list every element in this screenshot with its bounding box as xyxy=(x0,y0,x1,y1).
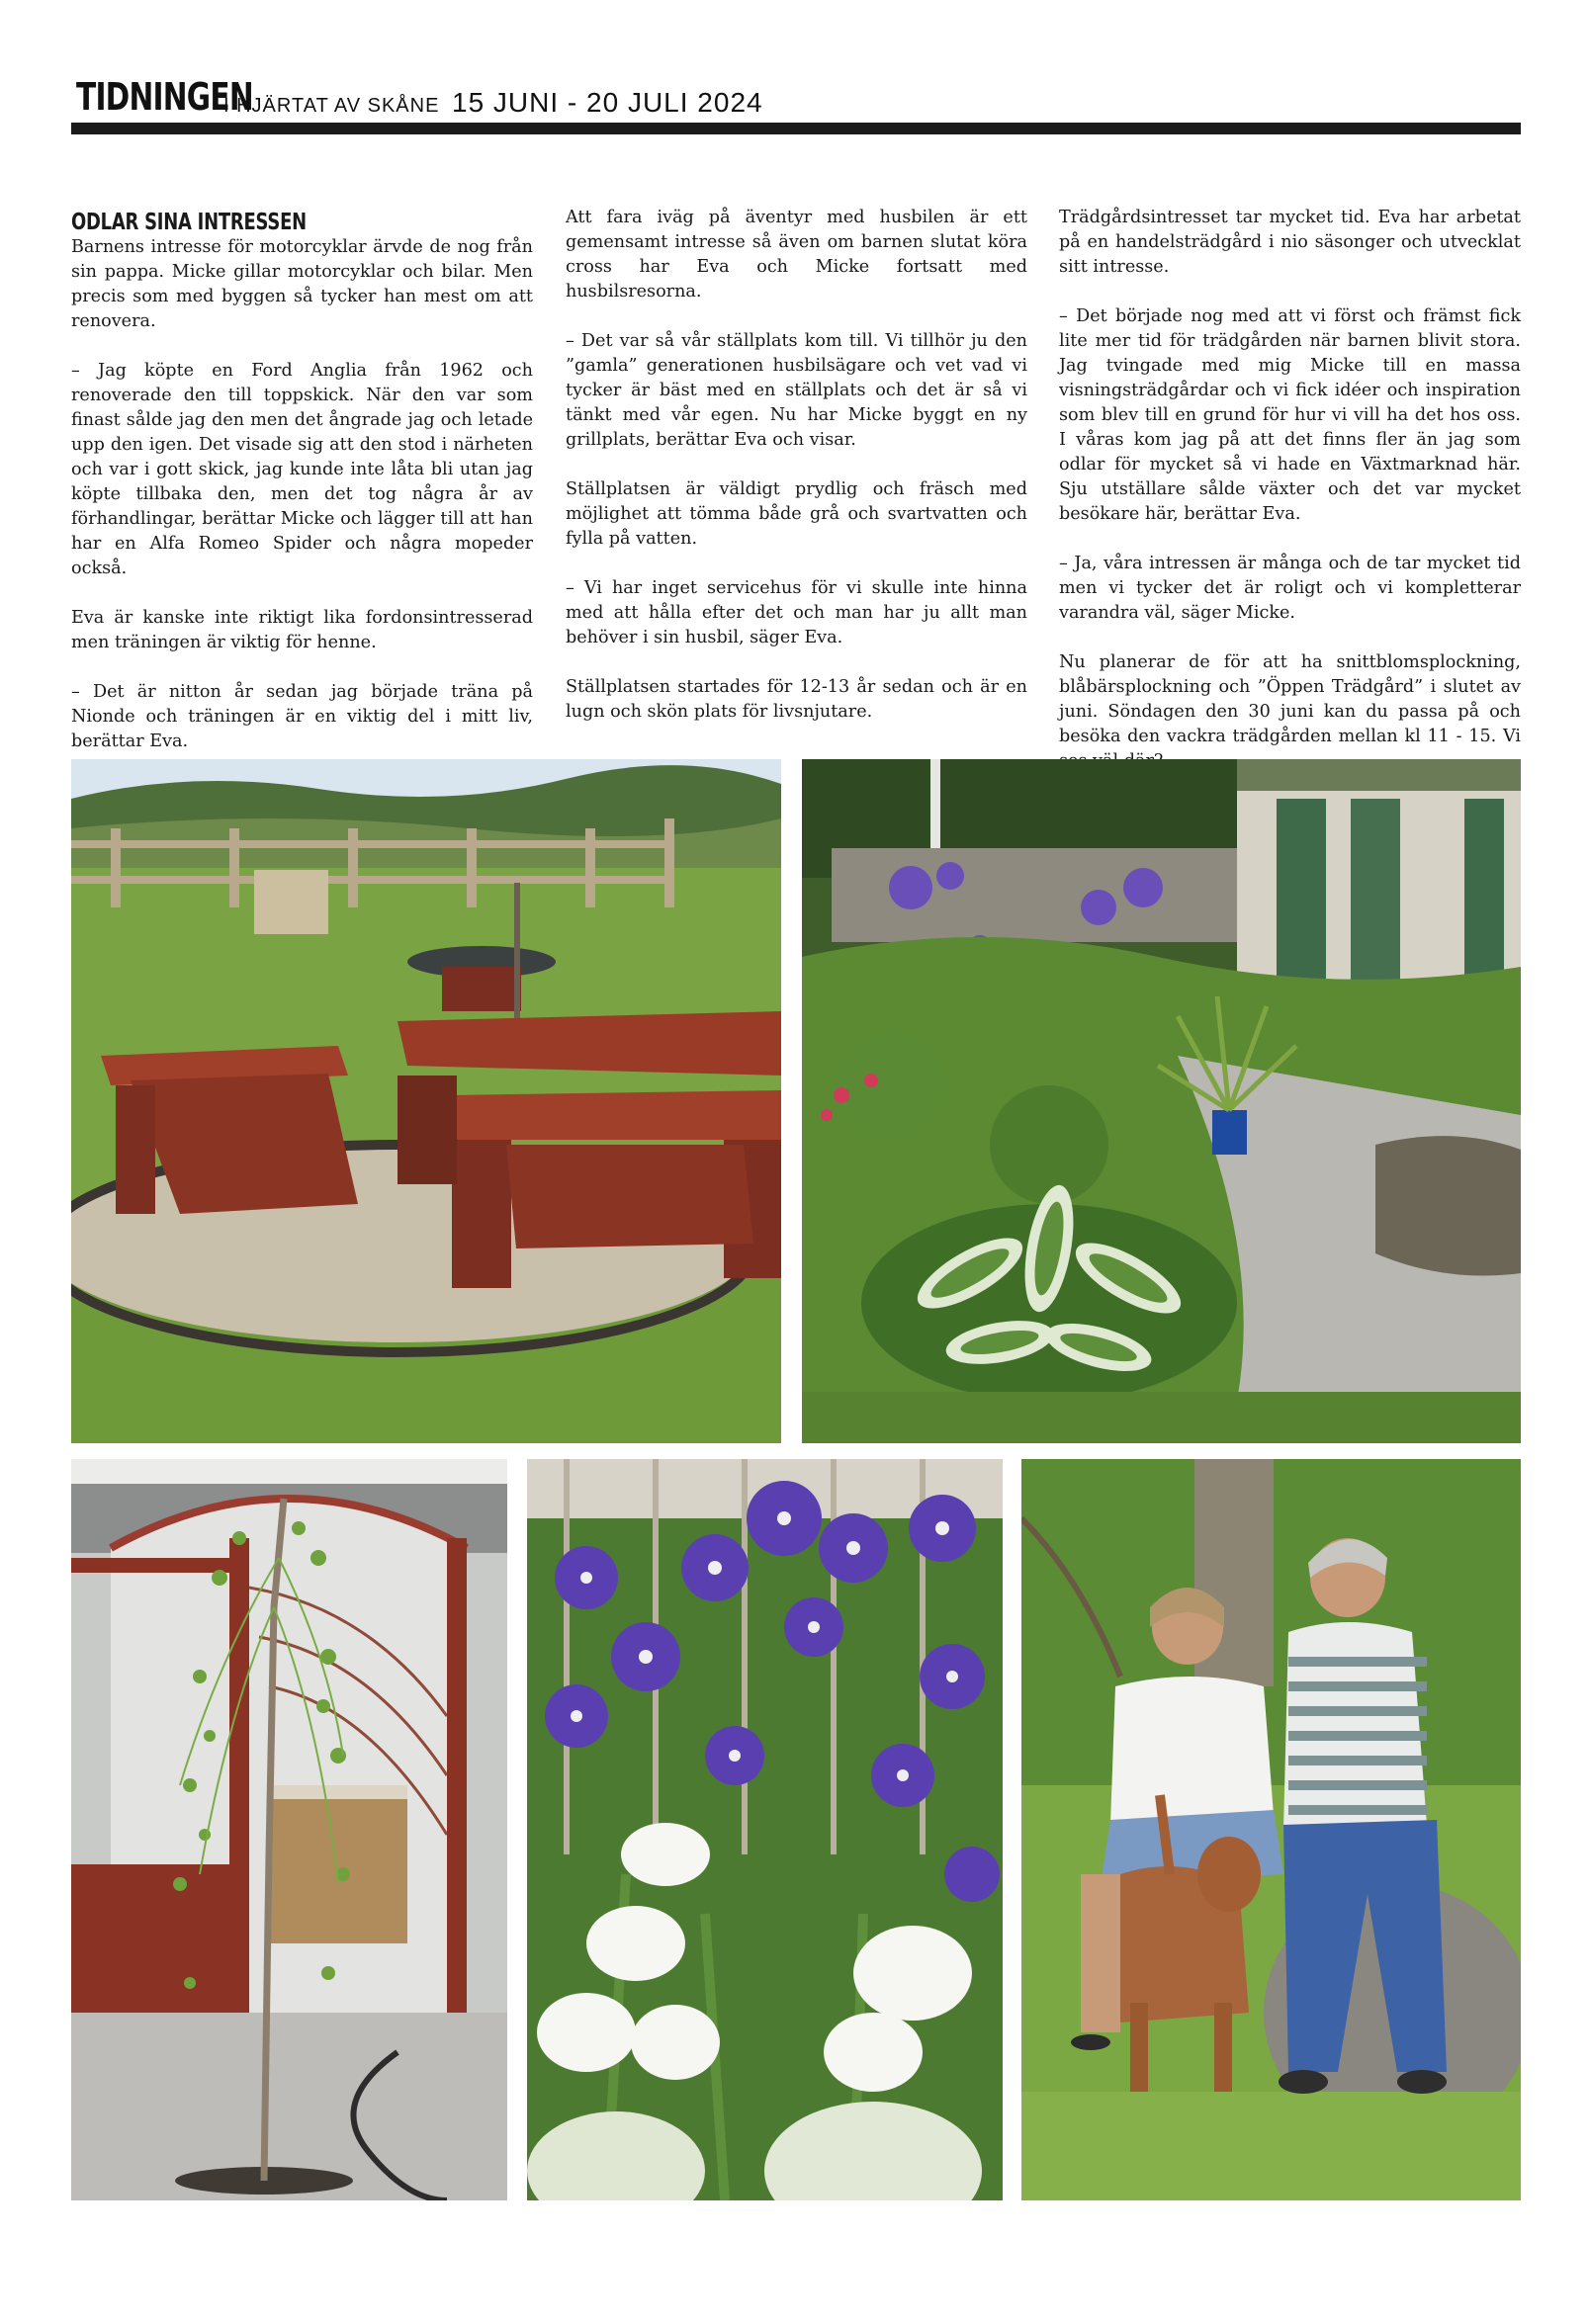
article-column-3 xyxy=(1059,206,1521,799)
photo-clematis-iris xyxy=(527,1459,1003,2200)
photo-garden xyxy=(802,759,1521,1443)
paragraph: – Vi har inget servicehus för vi skulle inte hinna med att hålla efter det och man har ju allt man behöver i sin husbil, säger Eva. xyxy=(566,578,1027,647)
paragraph: Trädgårdsintresset tar mycket tid. Eva har arbetat på en handelsträdgård i nio säsonger och utvecklat sitt intresse. xyxy=(1059,208,1521,277)
paragraph: – Det var så vår ställplats kom till. Vi tillhör ju den ”gamla” generationen husbilsägare och vet vad vi tycker är bäst med en ställplats och det är så vi tänkt med vår egen. Nu har Micke byggt en ny grillplats, berättar Eva och visar. xyxy=(566,331,1027,450)
paragraph: – Det började nog med att vi först och främst fick lite mer tid för trädgården när barnen blivit stora. Jag tvingade med mig Micke till en massa visningsträdgårdar och vi fick idéer och inspiration som blev till en grund för hur vi vill ha det hos oss. I våras kom jag på att det finns fler än jag som odlar för mycket så vi hade en Växtmarknad här. Sju utställare sålde växter och det var mycket besökare här, berättar Eva. xyxy=(1059,306,1521,524)
photo-grill-area xyxy=(71,759,781,1443)
brand-tagline: I HJÄRTAT AV SKÅNE xyxy=(223,95,440,117)
paragraph: Eva är kanske inte riktigt lika fordonsintresserad men träningen är viktig för henne. xyxy=(71,608,533,652)
masthead xyxy=(71,73,1521,132)
paragraph: Ställplatsen startades för 12-13 år sedan och är en lugn och skön plats för livsnjutare. xyxy=(566,677,1027,722)
brand-name: TIDNINGEN xyxy=(76,75,253,119)
photo-couple-with-dog xyxy=(1021,1459,1521,2200)
paragraph: – Jag köpte en Ford Anglia från 1962 och renoverade den till toppskick. När den var som finast sålde jag den men det ångrade jag och letade upp den igen. Det visade sig att den stod i närheten och var i gott skick, jag kunde inte låta bli utan jag köpte tillbaka den, men det tog några år av förhandlingar, berättar Micke och lägger till att han har en Alfa Romeo Spider och några mopeder också. xyxy=(71,361,533,578)
paragraph: Ställplatsen är väldigt prydlig och fräsch med möjlighet att tömma både grå och svartvatten och fylla på vatten. xyxy=(566,479,1027,549)
article-column-2 xyxy=(566,206,1027,749)
article-headline: ODLAR SINA INTRESSEN xyxy=(71,210,307,235)
paragraph: – Det är nitton år sedan jag började träna på Nionde och träningen är en viktig del i mitt liv, berättar Eva. xyxy=(71,682,533,751)
photo-greenhouse-tree xyxy=(71,1459,507,2200)
masthead-rule xyxy=(71,123,1521,134)
paragraph: Barnens intresse för motorcyklar ärvde de nog från sin pappa. Micke gillar motorcyklar och bilar. Men precis som med byggen så tycker han mest om att renovera. xyxy=(71,237,533,331)
paragraph: – Ja, våra intressen är många och de tar mycket tid men vi tycker det är roligt och vi kompletterar varandra väl, säger Micke. xyxy=(1059,554,1521,623)
paragraph: Att fara iväg på äventyr med husbilen är ett gemensamt intresse så även om barnen slutat köra cross har Eva och Micke fortsatt med husbilsresorna. xyxy=(566,208,1027,301)
paragraph: Nu planerar de för att ha snittblomsplockning, blåbärsplockning och ”Öppen Trädgård” i slutet av juni. Söndagen den 30 juni kan du passa på och besöka den vackra trädgården mellan kl 11 - 15. Vi xyxy=(1059,652,1521,746)
issue-dates: 15 JUNI - 20 JULI 2024 xyxy=(452,87,763,118)
article-column-1 xyxy=(71,206,533,779)
